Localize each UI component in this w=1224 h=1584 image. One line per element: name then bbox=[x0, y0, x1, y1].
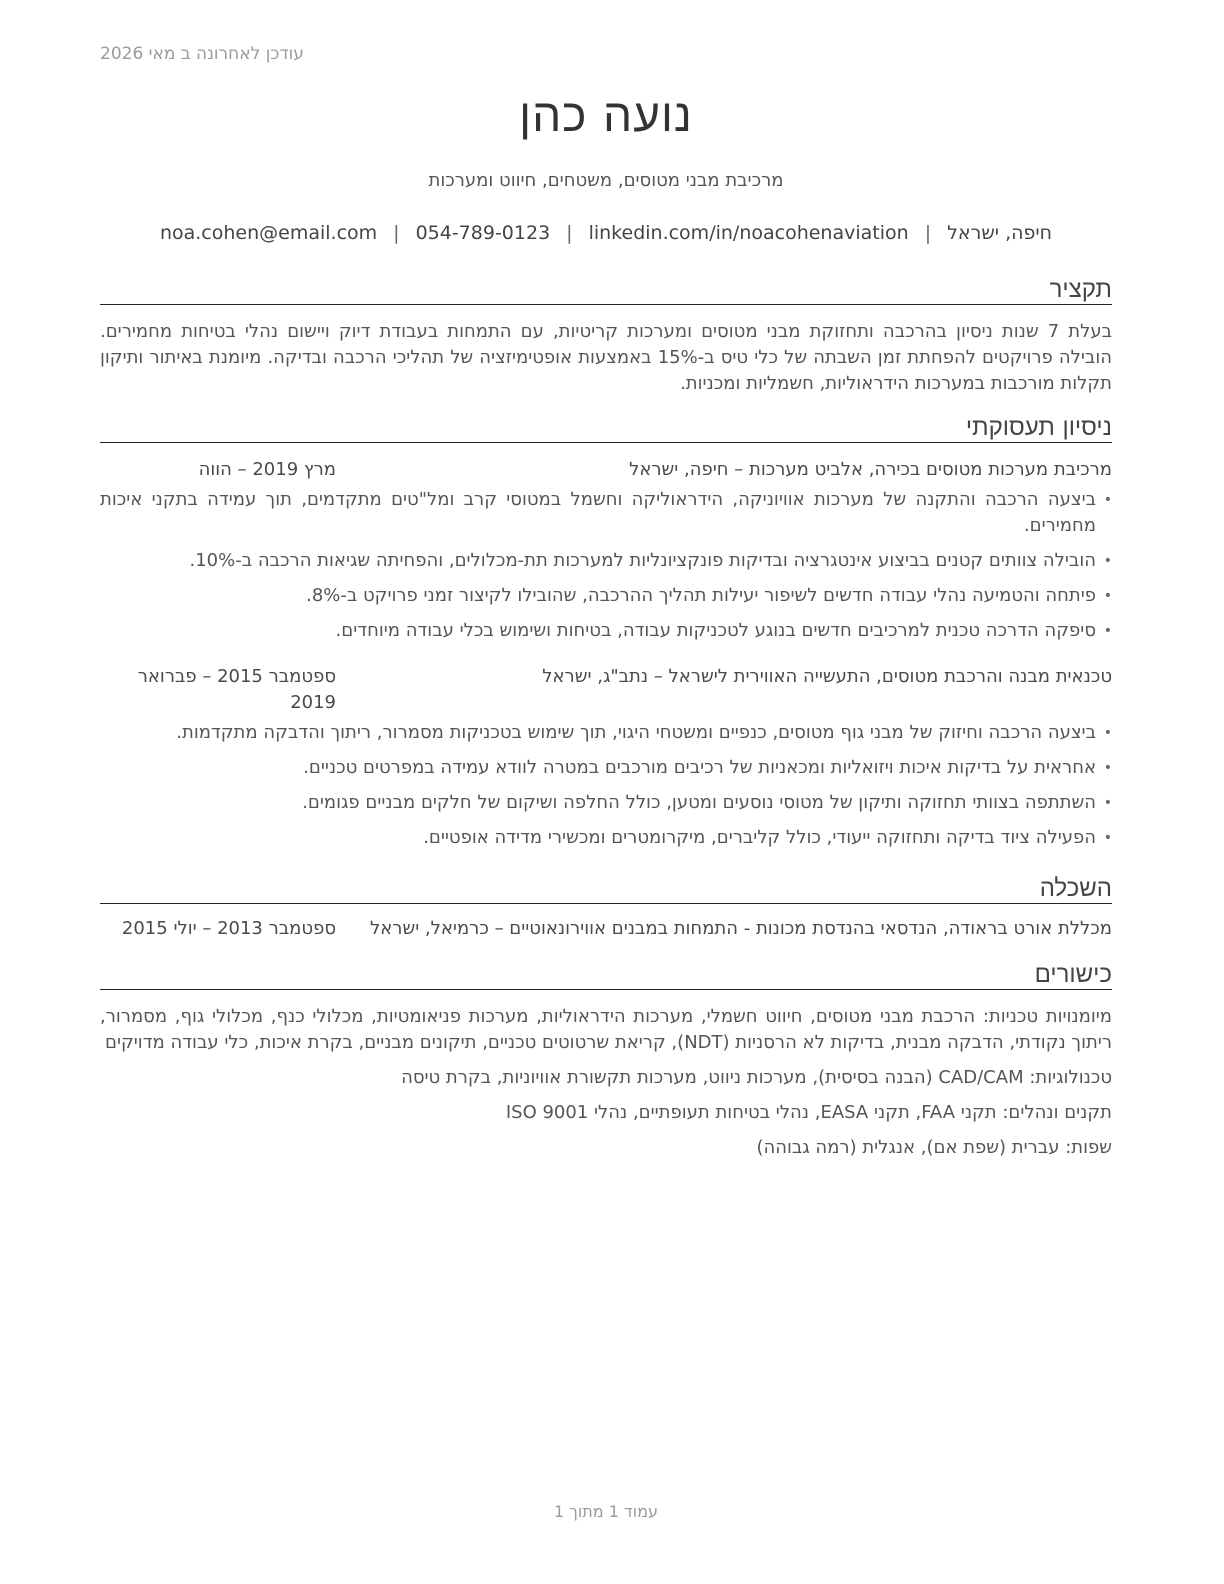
job-bullet: • השתתפה בצוותי תחזוקה ותיקון של מטוסי נוסעים ומטען, כולל החלפה ושיקום של חלקים מבניים פגומים. bbox=[100, 790, 1112, 816]
last-updated-text: עודכן לאחרונה ב מאי 2026 bbox=[100, 44, 304, 64]
job-bullet: • ביצעה הרכבה והתקנה של מערכות אוויוניקה, הידראוליקה וחשמל במטוסי קרב ומל"טים מתקדמים, תוך עמידה בתקני איכות מחמירים. bbox=[100, 487, 1112, 539]
job-title: טכנאית מבנה והרכבת מטוסים, התעשייה האווירית לישראל – נתב"ג, ישראל bbox=[542, 666, 1112, 687]
contact-phone[interactable]: 054-789-0123 bbox=[415, 222, 551, 244]
job-bullet: • סיפקה הדרכה טכנית למרכיבים חדשים בנוגע לטכניקות עבודה, בטיחות ושימוש בכלי עבודה מיוחדים. bbox=[100, 618, 1112, 644]
job-bullets bbox=[100, 720, 1112, 851]
experience-heading: ניסיון תעסוקתי bbox=[100, 412, 1112, 443]
candidate-subtitle: מרכיבת מבני מטוסים, משטחים, חיווט ומערכות bbox=[428, 170, 784, 191]
job-bullets bbox=[100, 487, 1112, 644]
education-title: מכללת אורט בראודה, הנדסאי בהנדסת מכונות - התמחות במבנים אווירונאוטיים – כרמיאל, ישראל bbox=[370, 918, 1112, 939]
job-bullet: • אחראית על בדיקות איכות ויזואליות ומכאניות של רכיבים מורכבים במטרה לוודא עמידה במפרטים טכניים. bbox=[100, 755, 1112, 781]
job-entry bbox=[100, 457, 1112, 644]
contact-separator: | bbox=[566, 222, 573, 244]
job-title: מרכיבת מערכות מטוסים בכירה, אלביט מערכות – חיפה, ישראל bbox=[629, 459, 1112, 480]
job-entry bbox=[100, 664, 1112, 851]
skill-line: שפות: עברית (שפת אם), אנגלית (רמה גבוהה) bbox=[756, 1137, 1112, 1158]
skill-line: טכנולוגיות: CAD/CAM (הבנה בסיסית), מערכות ניווט, מערכות תקשורת אוויוניות, בקרת טיסה bbox=[401, 1067, 1112, 1088]
education-heading: השכלה bbox=[100, 873, 1112, 904]
summary-text: בעלת 7 שנות ניסיון בהרכבה ותחזוקת מבני מטוסים ומערכות קריטיות, עם התמחות בעבודת דיוק ויישום נהלי בטיחות מחמירים. הובילה פרויקטים להפחתת זמן השבתה של כלי טיס ב-15% באמצעות אופטימיזציה של תהליכי הרכבה ובדיקה. מיומנת באיתור ותיקון תקלות מורכבות במערכות הידראוליות, חשמליות ומכניות. bbox=[100, 321, 1112, 394]
job-header bbox=[100, 664, 1112, 716]
summary-heading: תקציר bbox=[100, 274, 1112, 305]
contact-email[interactable]: noa.cohen@email.com bbox=[159, 222, 378, 244]
skill-line: מיומנויות טכניות: הרכבת מבני מטוסים, חיווט חשמלי, מערכות הידראוליות, מערכות פניאומטיות, מכלולי כנף, מכלולי גוף, מסמרור, ריתוך נקודתי, הדבקה מבנית, בדיקות לא הרסניות (NDT), קריאת שרטוטים טכניים, תיקונים מבניים, בקרת איכות, כלי עבודה מדויקים bbox=[100, 1006, 1112, 1053]
page-number: עמוד 1 מתוך 1 bbox=[554, 1502, 658, 1521]
contact-separator: | bbox=[393, 222, 400, 244]
education-section bbox=[100, 873, 1112, 942]
job-bullet: • הפעילה ציוד בדיקה ותחזוקה ייעודי, כולל קליברים, מיקרומטרים ומכשירי מדידה אופטיים. bbox=[100, 825, 1112, 851]
candidate-name: נועה כהן bbox=[519, 88, 693, 142]
summary-section bbox=[100, 274, 1112, 397]
job-dates: מרץ 2019 – הווה bbox=[198, 459, 336, 480]
job-bullet: • הובילה צוותים קטנים בביצוע אינטגרציה ובדיקות פונקציונליות למערכות תת-מכלולים, והפחיתה שגיאות הרכבה ב-10%. bbox=[100, 548, 1112, 574]
education-dates: ספטמבר 2013 – יולי 2015 bbox=[121, 918, 336, 939]
skills-list bbox=[100, 1004, 1112, 1161]
job-header bbox=[100, 457, 1112, 483]
contact-line bbox=[100, 222, 1112, 244]
contact-location: חיפה, ישראל bbox=[947, 222, 1053, 244]
skills-section bbox=[100, 959, 1112, 1170]
experience-section bbox=[100, 412, 1112, 860]
contact-linkedin[interactable]: linkedin.com/in/noacohenaviation bbox=[588, 222, 909, 244]
job-dates: ספטמבר 2015 – פברואר 2019 bbox=[137, 666, 336, 713]
skills-heading: כישורים bbox=[100, 959, 1112, 990]
job-bullet: • ביצעה הרכבה וחיזוק של מבני גוף מטוסים, כנפיים ומשטחי היגוי, תוך שימוש בטכניקות מסמרור, ריתוך והדבקה מתקדמות. bbox=[100, 720, 1112, 746]
contact-separator: | bbox=[924, 222, 932, 244]
education-entry bbox=[100, 916, 1112, 942]
resume-page bbox=[100, 0, 1112, 1584]
job-bullet: • פיתחה והטמיעה נהלי עבודה חדשים לשיפור יעילות תהליך ההרכבה, שהובילו לקיצור זמני פרויקט ב-8%. bbox=[100, 583, 1112, 609]
skill-line: תקנים ונהלים: תקני FAA, תקני EASA, נהלי בטיחות תעופתיים, נהלי ISO 9001 bbox=[505, 1102, 1112, 1123]
